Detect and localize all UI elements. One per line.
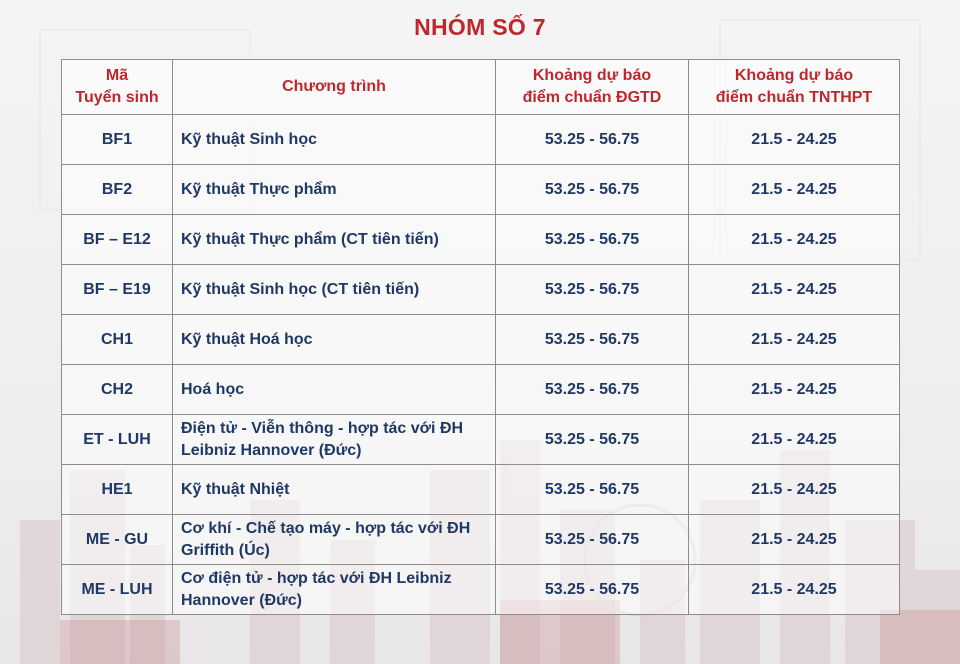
cell-code: BF2 (62, 165, 173, 215)
header-code-line1: Mã (105, 67, 129, 84)
table-row (62, 265, 900, 315)
header-program: Chương trình (173, 60, 496, 115)
cell-dgtd: 53.25 - 56.75 (496, 265, 689, 315)
cell-tnthpt: 21.5 - 24.25 (689, 215, 900, 265)
cell-code: HE1 (62, 465, 173, 515)
cell-code: ME - LUH (62, 565, 173, 615)
cell-dgtd: 53.25 - 56.75 (496, 565, 689, 615)
header-dgtd-line1: Khoảng dự báo (532, 67, 652, 84)
cell-program: Kỹ thuật Sinh học (173, 115, 496, 165)
header-code (62, 60, 173, 115)
cell-dgtd: 53.25 - 56.75 (496, 365, 689, 415)
cell-tnthpt: 21.5 - 24.25 (689, 365, 900, 415)
cell-program: Kỹ thuật Thực phẩm (CT tiên tiến) (173, 215, 496, 265)
cell-program: Kỹ thuật Hoá học (173, 315, 496, 365)
cell-tnthpt: 21.5 - 24.25 (689, 265, 900, 315)
cell-code: CH2 (62, 365, 173, 415)
cell-program: Kỹ thuật Nhiệt (173, 465, 496, 515)
cell-program: Kỹ thuật Sinh học (CT tiên tiến) (173, 265, 496, 315)
cell-program: Hoá học (173, 365, 496, 415)
cell-program: Kỹ thuật Thực phẩm (173, 165, 496, 215)
cell-tnthpt: 21.5 - 24.25 (689, 515, 900, 565)
header-dgtd (496, 60, 689, 115)
cell-code: BF – E19 (62, 265, 173, 315)
cell-dgtd: 53.25 - 56.75 (496, 165, 689, 215)
cell-dgtd: 53.25 - 56.75 (496, 465, 689, 515)
header-tnthpt-line2: điểm chuẩn TNTHPT (715, 89, 873, 106)
cell-dgtd: 53.25 - 56.75 (496, 415, 689, 465)
score-table (61, 59, 900, 615)
cell-code: ME - GU (62, 515, 173, 565)
header-tnthpt (689, 60, 900, 115)
cell-tnthpt: 21.5 - 24.25 (689, 165, 900, 215)
header-dgtd-line2: điểm chuẩn ĐGTD (522, 89, 662, 106)
table-row (62, 565, 900, 615)
cell-dgtd: 53.25 - 56.75 (496, 215, 689, 265)
cell-dgtd: 53.25 - 56.75 (496, 115, 689, 165)
cell-code: BF1 (62, 115, 173, 165)
cell-tnthpt: 21.5 - 24.25 (689, 565, 900, 615)
cell-tnthpt: 21.5 - 24.25 (689, 415, 900, 465)
header-tnthpt-line1: Khoảng dự báo (734, 67, 854, 84)
cell-tnthpt: 21.5 - 24.25 (689, 315, 900, 365)
table-row (62, 315, 900, 365)
cell-dgtd: 53.25 - 56.75 (496, 515, 689, 565)
cell-tnthpt: 21.5 - 24.25 (689, 465, 900, 515)
cell-dgtd: 53.25 - 56.75 (496, 315, 689, 365)
cell-tnthpt: 21.5 - 24.25 (689, 115, 900, 165)
cell-program: Điện tử - Viễn thông - hợp tác với ĐH Leibniz Hannover (Đức) (173, 415, 496, 465)
table-row (62, 115, 900, 165)
table-row (62, 165, 900, 215)
cell-code: BF – E12 (62, 215, 173, 265)
cell-code: ET - LUH (62, 415, 173, 465)
page-title: NHÓM SỐ 7 (414, 14, 546, 40)
table-header-row (62, 60, 900, 115)
cell-code: CH1 (62, 315, 173, 365)
cell-program: Cơ điện tử - hợp tác với ĐH Leibniz Hannover (Đức) (173, 565, 496, 615)
table-row (62, 215, 900, 265)
table-row (62, 415, 900, 465)
table-row (62, 465, 900, 515)
table-row (62, 365, 900, 415)
header-code-line2: Tuyển sinh (75, 89, 159, 106)
cell-program: Cơ khí - Chế tạo máy - hợp tác với ĐH Griffith (Úc) (173, 515, 496, 565)
table-row (62, 515, 900, 565)
